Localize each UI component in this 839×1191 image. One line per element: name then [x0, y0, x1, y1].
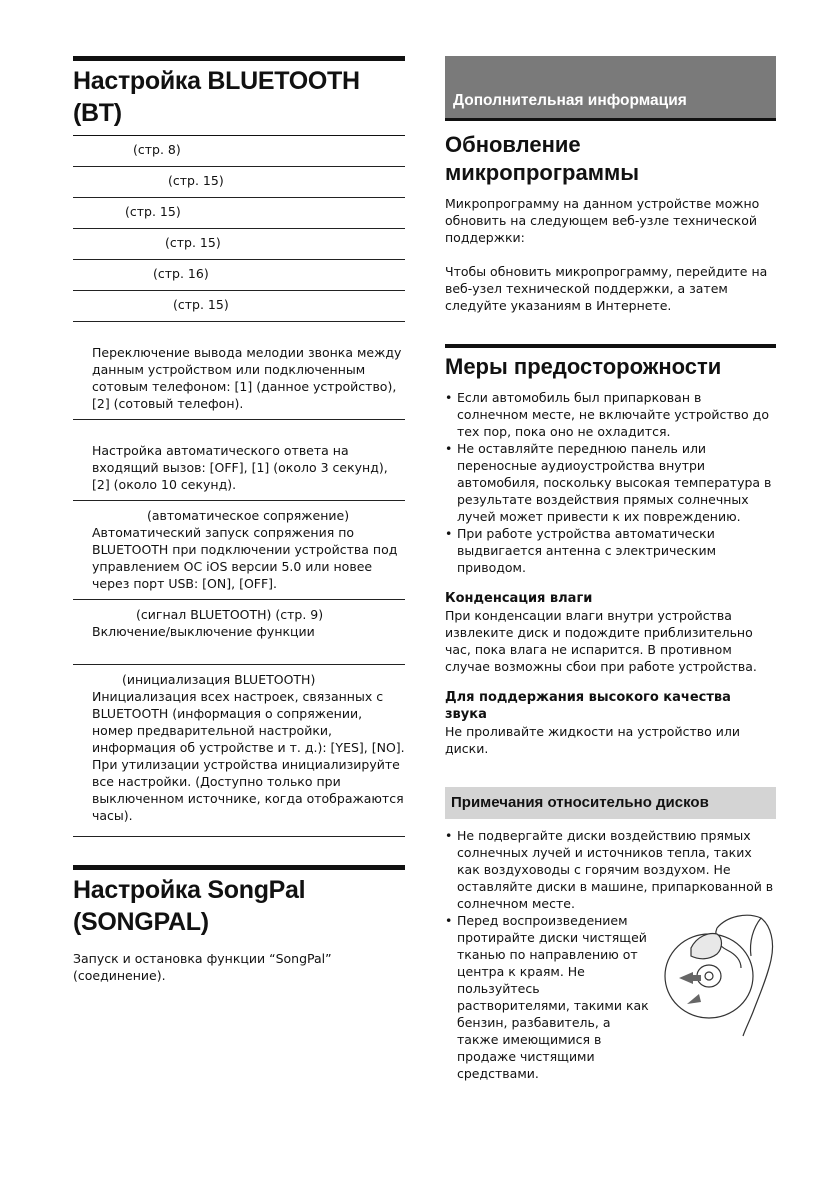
bt-title: Настройка BLUETOOTH (BT)	[73, 65, 405, 136]
section-band	[445, 56, 776, 121]
firmware-paragraph-2: Чтобы обновить микропрограмму, перейдите на веб-узел технической поддержки, а затем следуйте указаниям в Интернете.	[445, 264, 768, 313]
ringtone-row	[73, 322, 405, 420]
autopair-row	[73, 501, 405, 600]
list-item: • При работе устройства автоматически выдвигается антенна с электрическим приводом.	[445, 525, 776, 576]
list-item: • Не оставляйте переднюю панель или переносные аудиоустройства внутри автомобиля, поскольку высокая температура в результате воздействия прямых солнечных лучей может привести к их повреждению.	[445, 440, 776, 525]
quality-text: Не проливайте жидкости на устройство или диски.	[445, 724, 740, 756]
firmware-section	[445, 131, 776, 314]
bt-row-5	[73, 260, 405, 291]
discs-band	[445, 787, 776, 819]
right-column	[445, 56, 776, 1082]
bt-row-ref: (стр. 15)	[168, 173, 224, 188]
list-item: • Не подвергайте диски воздействию прямых солнечных лучей и источников тепла, таких как воздуховоды с горячим воздухом. Не оставляйте диски в машине, припаркованной в солнечном месте.	[445, 827, 776, 912]
songpal-section	[73, 865, 405, 944]
init-title: (инициализация BLUETOOTH)	[122, 672, 316, 687]
firmware-title-line2: микропрограммы	[445, 160, 640, 185]
bt-row-ref: (стр. 15)	[173, 297, 229, 312]
bt-row-3	[73, 198, 405, 229]
init-text: Инициализация всех настроек, связанных с BLUETOOTH (информация о сопряжении, номер предварительной настройки, информация об устройстве и т. д.): [YES], [NO]. При утилизации устройства инициализируйте все настройки. (Доступно только при выключенном источнике, когда отображаются часы).	[92, 689, 405, 823]
autoanswer-row	[73, 420, 405, 501]
ringtone-text: Переключение вывода мелодии звонка между данным устройством или подключенным сотовым телефоном: [1] (данное устройство), [2] (сотовый телефон).	[92, 345, 402, 411]
signal-title: (сигнал BLUETOOTH) (стр. 9)	[136, 607, 324, 622]
list-item: • Перед воспроизведением протирайте диски чистящей тканью по направлению от центра к краям. Не пользуйтесь растворителями, такими как бензин, разбавитель, а также имеющимися в продаже чистящими средствами.	[445, 912, 650, 1082]
firmware-paragraph-1: Микропрограмму на данном устройстве можно обновить на следующем веб-узле технической поддержки:	[445, 196, 760, 245]
precautions-title: Меры предосторожности	[445, 354, 722, 379]
firmware-title-line1: Обновление	[445, 132, 581, 157]
discs-band-label: Примечания относительно дисков	[451, 794, 709, 811]
discs-list	[445, 827, 776, 912]
precautions-section	[445, 344, 776, 576]
bt-row-6	[73, 291, 405, 322]
condensation-title: Конденсация влаги	[445, 591, 593, 606]
section-band-label: Дополнительная информация	[453, 92, 687, 109]
disc-cleaning-block	[445, 912, 776, 1082]
bt-row-1	[73, 136, 405, 167]
bt-row-ref: (стр. 16)	[153, 266, 209, 281]
condensation-text: При конденсации влаги внутри устройства извлеките диск и подождите приблизительно час, пока влага не испарится. В противном случае возможны сбои при работе устройства.	[445, 608, 757, 674]
list-item: • Если автомобиль был припаркован в солнечном месте, не включайте устройство до тех пор, пока оно не охладится.	[445, 389, 776, 440]
signal-text: Включение/выключение функции	[92, 624, 315, 639]
bt-row-4	[73, 229, 405, 260]
signal-row	[73, 600, 405, 665]
quality-title: Для поддержания высокого качества звука	[445, 690, 731, 722]
autopair-text: Автоматический запуск сопряжения по BLUETOOTH при подключении устройства под управлением ОС iOS версии 5.0 или новее через порт USB: [ON], [OFF].	[92, 525, 398, 591]
bt-row-2	[73, 167, 405, 198]
autoanswer-text: Настройка автоматического ответа на входящий вызов: [OFF], [1] (около 3 секунд), [2] (около 10 секунд).	[92, 443, 388, 492]
disc-cleaning-illustration	[657, 908, 779, 1038]
autopair-title: (автоматическое сопряжение)	[147, 508, 350, 523]
songpal-title: Настройка SongPal (SONGPAL)	[73, 876, 306, 936]
init-row	[73, 665, 405, 837]
bt-row-ref: (стр. 8)	[133, 142, 181, 157]
left-column	[73, 56, 405, 984]
discs-list-2	[445, 912, 650, 1082]
precautions-list	[445, 389, 776, 576]
bt-section	[73, 56, 405, 136]
bt-row-ref: (стр. 15)	[165, 235, 221, 250]
songpal-text: Запуск и остановка функции “SongPal” (соединение).	[73, 951, 332, 983]
bt-row-ref: (стр. 15)	[125, 204, 181, 219]
